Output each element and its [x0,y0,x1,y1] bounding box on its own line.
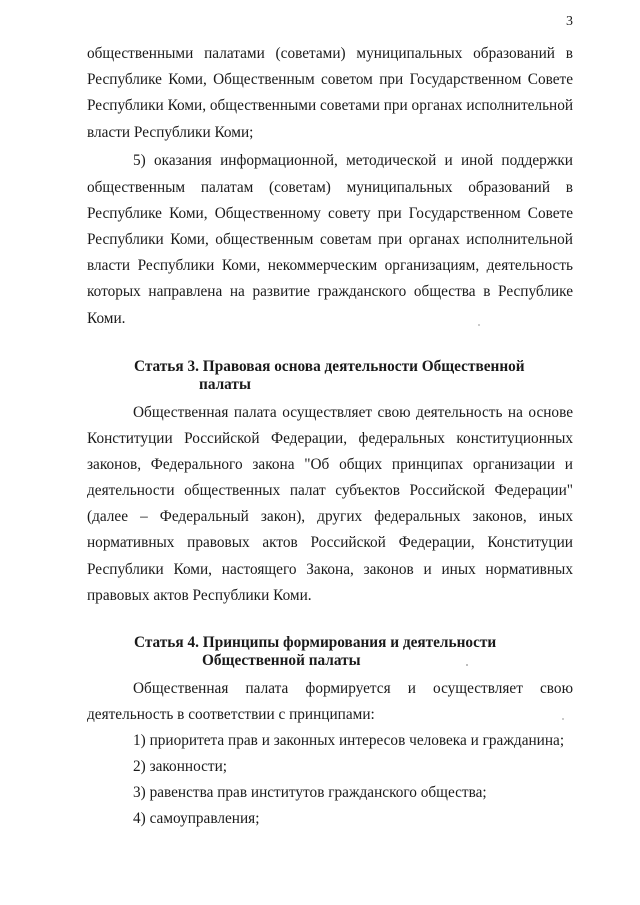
paragraph-line: правовых актов Республики Коми. [87,587,312,604]
article-heading: Статья 3. Правовая основа деятельности Общественной [134,358,525,375]
list-item-line: 3) равенства прав институтов гражданского общества; [133,784,487,801]
paragraph-line: власти Республики Коми; [87,124,254,141]
list-item-line: 1) приоритета прав и законных интересов человека и гражданина; [133,732,565,749]
paragraph-line: нормативных правовых актов Российской Федерации, Конституции [87,534,573,551]
page-number: 3 [566,14,573,29]
list-item-line: Республики Коми, общественным советам при органах исполнительной [87,231,573,248]
paragraph-line: Республике Коми, Общественным советом при Государственном Совете [87,71,573,88]
scan-speck [466,664,468,666]
list-item-line: власти Республики Коми, некоммерческим организациям, деятельность [87,257,573,274]
list-item-line: которых направлена на развитие гражданского общества в Республике [87,283,573,300]
paragraph-line: Республики Коми, общественными советами при органах исполнительной [87,97,574,114]
article-heading: Статья 4. Принципы формирования и деятельности [134,634,497,651]
paragraph-line: Общественная палата формируется и осуществляет свою [133,680,573,697]
paragraph-line: общественными палатами (советами) муниципальных образований в [87,45,573,62]
list-item-line: 2) законности; [133,758,228,775]
article-heading: Общественной палаты [202,652,361,669]
scan-speck [562,718,564,720]
list-item-line: Коми. [87,310,126,327]
list-item-line: 5) оказания информационной, методической и иной поддержки [133,152,573,169]
paragraph-line: Конституции Российской Федерации, федеральных конституционных [87,430,573,447]
paragraph-line: Общественная палата осуществляет свою деятельность на основе [133,404,573,421]
article-heading: палаты [199,376,251,393]
paragraph-line: (далее – Федеральный закон), других федеральных законов, иных [87,508,573,525]
scan-speck [478,324,480,326]
list-item-line: 4) самоуправления; [133,810,260,827]
paragraph-line: деятельности общественных палат субъектов Российской Федерации" [87,482,573,499]
paragraph-line: деятельность в соответствии с принципами: [87,706,375,723]
list-item-line: Республике Коми, Общественному совету при Государственном Совете [87,205,573,222]
paragraph-line: законов, Федерального закона "Об общих принципах организации и [87,456,573,473]
paragraph-line: Республики Коми, настоящего Закона, законов и иных нормативных [87,561,573,578]
list-item-line: общественным палатам (советам) муниципальных образований в [87,179,573,196]
